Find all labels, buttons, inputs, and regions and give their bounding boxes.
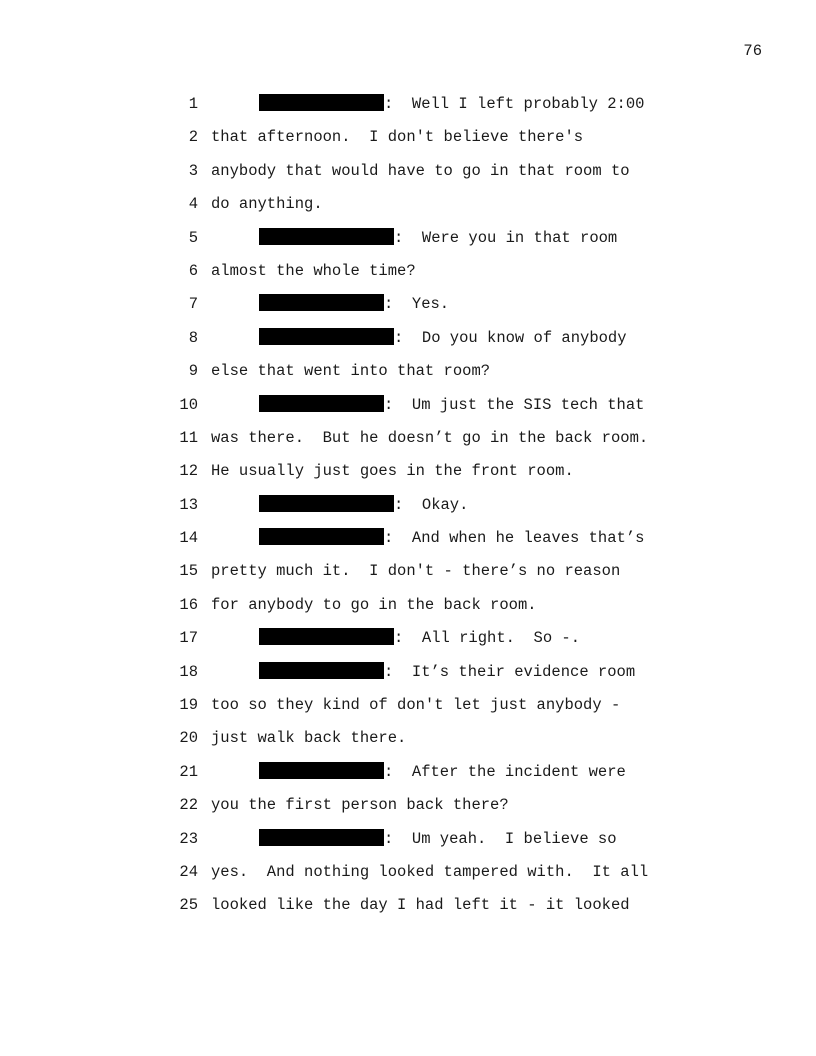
page-number: 76 (743, 42, 762, 60)
transcript-line (0, 227, 816, 260)
line-number: 10 (179, 395, 198, 414)
line-number: 5 (188, 228, 198, 247)
line-number: 8 (188, 328, 198, 347)
line-content (211, 126, 583, 148)
transcript-line (0, 727, 816, 760)
line-content (259, 293, 449, 315)
line-content (211, 894, 630, 916)
line-number: 14 (179, 529, 198, 548)
speaker-name-redaction (259, 829, 384, 846)
line-text: yes. And nothing looked tampered with. It all (211, 862, 649, 881)
line-content (211, 427, 648, 449)
line-content (211, 560, 620, 582)
line-content (211, 694, 620, 716)
transcript-line (0, 460, 816, 493)
line-text: : Well I left probably 2:00 (384, 95, 645, 113)
line-text: : Do you know of anybody (394, 328, 627, 347)
transcript-line (0, 293, 816, 326)
speaker-name-redaction (259, 94, 384, 111)
line-content (259, 327, 627, 349)
line-text: looked like the day I had left it - it looked (211, 896, 630, 915)
line-content (259, 828, 617, 850)
transcript-line (0, 527, 816, 560)
line-text: you the first person back there? (211, 796, 509, 815)
line-text: : All right. So -. (394, 629, 581, 648)
line-text: : Um just the SIS tech that (384, 395, 645, 414)
transcript-line (0, 794, 816, 827)
speaker-name-redaction (259, 628, 394, 645)
line-number: 23 (179, 829, 198, 848)
transcript-line (0, 160, 816, 193)
speaker-name-redaction (259, 395, 384, 412)
line-content (211, 594, 537, 616)
line-content (211, 160, 630, 182)
line-content (259, 661, 635, 683)
line-text: : And when he leaves that’s (384, 529, 645, 548)
line-number: 12 (179, 462, 198, 481)
line-text: : Okay. (394, 495, 469, 514)
transcript-line (0, 560, 816, 593)
transcript-body (0, 93, 816, 928)
line-number: 9 (188, 362, 198, 381)
line-content (259, 761, 626, 783)
line-content (259, 627, 580, 649)
speaker-name-redaction (259, 328, 394, 345)
line-text: : Um yeah. I believe so (384, 829, 617, 848)
line-text: : Yes. (384, 295, 450, 314)
line-text: : After the incident were (384, 762, 626, 781)
line-number: 11 (179, 428, 198, 447)
line-content (211, 260, 416, 282)
line-number: 19 (179, 696, 198, 715)
transcript-line (0, 394, 816, 427)
line-number: 18 (179, 662, 198, 681)
line-number: 1 (188, 95, 198, 113)
transcript-line (0, 861, 816, 894)
line-number: 3 (188, 161, 198, 180)
line-content (259, 494, 468, 516)
line-content (211, 794, 509, 816)
line-text: else that went into that room? (211, 362, 491, 381)
line-text: was there. But he doesn’t go in the back room. (211, 428, 649, 447)
line-content (259, 394, 644, 416)
line-content (211, 193, 323, 215)
speaker-name-redaction (259, 294, 384, 311)
line-number: 13 (179, 495, 198, 514)
line-number: 7 (188, 295, 198, 314)
line-content (211, 727, 406, 749)
transcript-line (0, 260, 816, 293)
transcript-line (0, 193, 816, 226)
transcript-line (0, 427, 816, 460)
line-text: do anything. (211, 195, 323, 214)
transcript-line (0, 594, 816, 627)
line-number: 6 (188, 261, 198, 280)
transcript-line (0, 828, 816, 861)
speaker-name-redaction (259, 228, 394, 245)
line-number: 25 (179, 896, 198, 915)
line-content (259, 93, 644, 115)
line-text: : It’s their evidence room (384, 662, 636, 681)
line-number: 22 (179, 796, 198, 815)
transcript-line (0, 360, 816, 393)
line-text: that afternoon. I don't believe there's (211, 128, 584, 147)
transcript-line (0, 694, 816, 727)
speaker-name-redaction (259, 662, 384, 679)
line-number: 21 (179, 762, 198, 781)
speaker-name-redaction (259, 762, 384, 779)
line-text: for anybody to go in the back room. (211, 595, 537, 614)
line-content (211, 861, 648, 883)
line-text: almost the whole time? (211, 261, 416, 280)
line-text: just walk back there. (211, 729, 407, 748)
line-number: 4 (188, 195, 198, 214)
line-text: pretty much it. I don't - there’s no reason (211, 562, 621, 581)
line-number: 2 (188, 128, 198, 147)
transcript-line (0, 126, 816, 159)
transcript-line (0, 894, 816, 927)
line-number: 20 (179, 729, 198, 748)
speaker-name-redaction (259, 495, 394, 512)
transcript-line (0, 661, 816, 694)
line-content (259, 527, 644, 549)
line-text: too so they kind of don't let just anybody - (211, 696, 621, 715)
transcript-line (0, 93, 816, 126)
transcript-line (0, 494, 816, 527)
line-content (211, 360, 490, 382)
line-text: : Were you in that room (394, 228, 618, 247)
speaker-name-redaction (259, 528, 384, 545)
transcript-line (0, 761, 816, 794)
line-text: anybody that would have to go in that room to (211, 161, 630, 180)
line-content (211, 460, 574, 482)
line-content (259, 227, 617, 249)
line-number: 17 (179, 629, 198, 648)
line-number: 16 (179, 595, 198, 614)
transcript-line (0, 327, 816, 360)
line-number: 24 (179, 862, 198, 881)
transcript-line (0, 627, 816, 660)
line-text: He usually just goes in the front room. (211, 462, 574, 481)
line-number: 15 (179, 562, 198, 581)
